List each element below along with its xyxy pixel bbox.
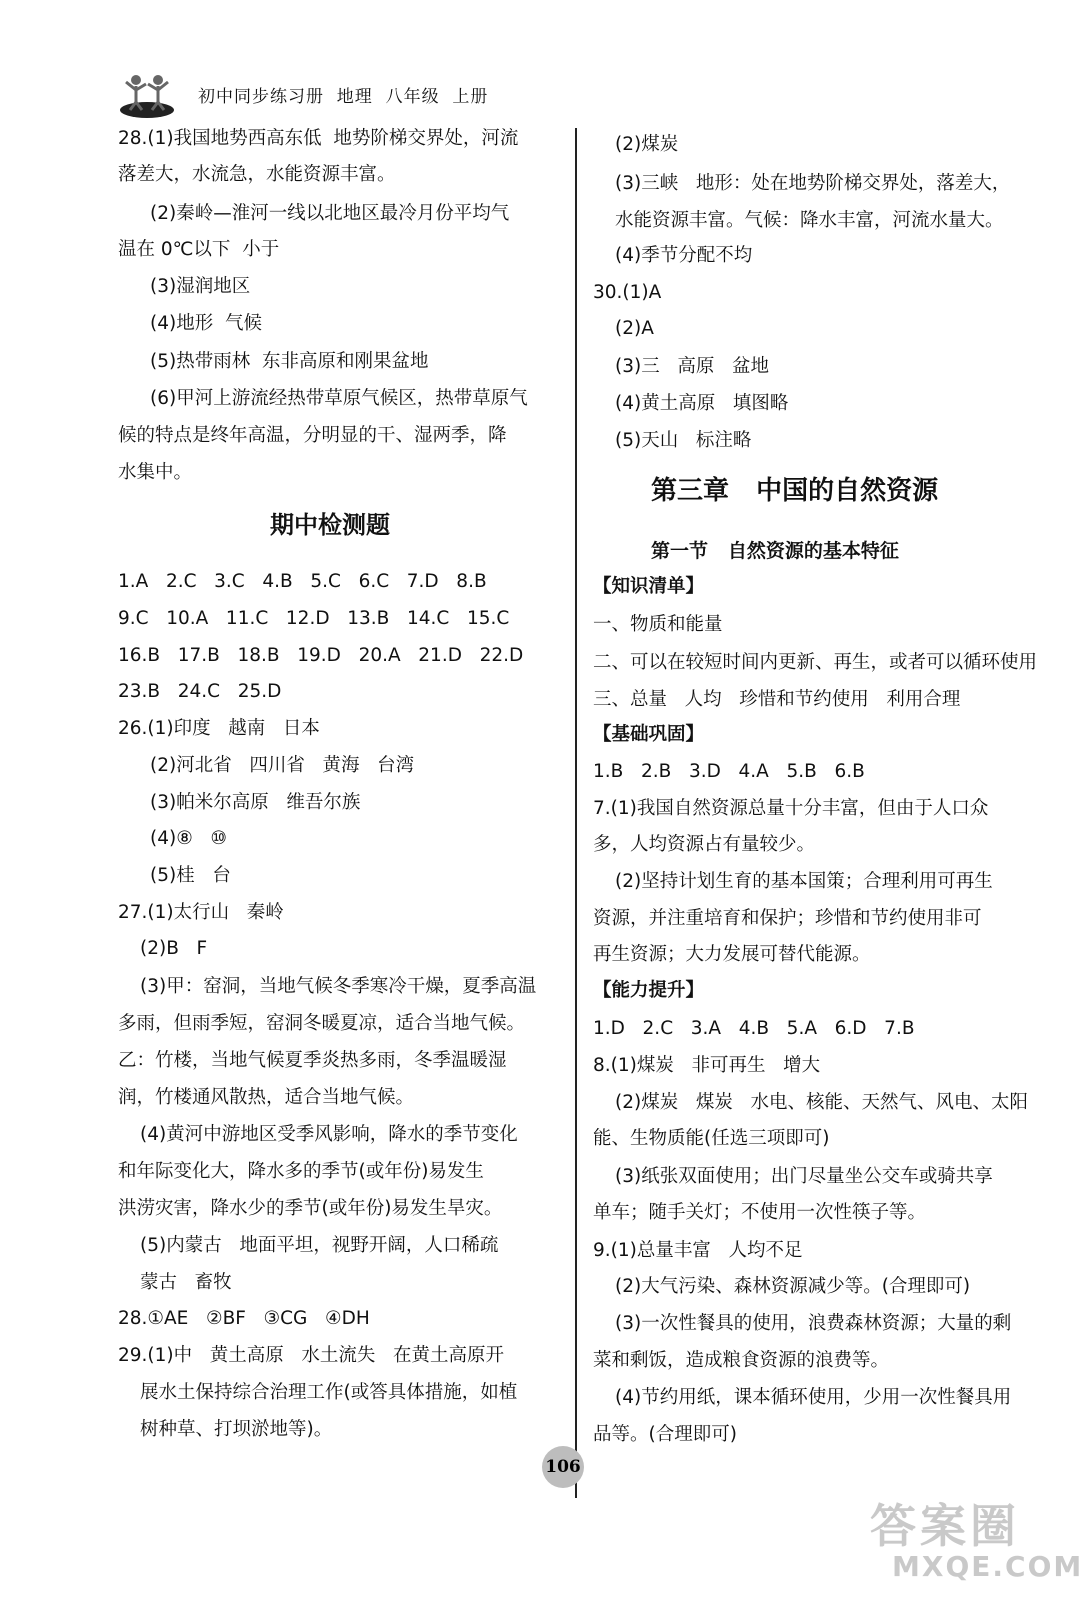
text-line: 资源，并注重培育和保护；珍惜和节约使用非可 xyxy=(593,908,982,929)
text-line: 温在 0℃以下 小于 xyxy=(118,239,280,260)
text-line: 水集中。 xyxy=(118,462,193,483)
text-line: 28.①AE ②BF ③CG ④DH xyxy=(118,1308,370,1329)
text-line: (5)天山 标注略 xyxy=(615,430,752,451)
text-line: 多雨，但雨季短，窑洞冬暖夏凉，适合当地气候。 xyxy=(118,1013,526,1034)
watermark xyxy=(862,1490,1084,1596)
text-line: (3)湿润地区 xyxy=(150,276,251,297)
text-line: 26.(1)印度 越南 日本 xyxy=(118,718,320,739)
text-line: 30.(1)A xyxy=(593,282,662,303)
text-line: 品等。(合理即可) xyxy=(593,1424,737,1445)
text-line: 落差大，水流急，水能资源丰富。 xyxy=(118,164,396,185)
text-line: 1.B 2.B 3.D 4.A 5.B 6.B xyxy=(593,761,865,782)
basics-tag: 【基础巩固】 xyxy=(593,724,705,745)
text-line: (5)内蒙古 地面平坦，视野开阔，人口稀疏 xyxy=(140,1235,499,1256)
page-header xyxy=(118,68,718,128)
page-number: 106 xyxy=(542,1446,584,1488)
column-divider xyxy=(575,128,577,1498)
text-line: (4)地形 气候 xyxy=(150,313,262,334)
text-line: 水能资源丰富。气候：降水丰富，河流水量大。 xyxy=(615,210,1004,231)
text-line: (2)大气污染、森林资源减少等。(合理即可) xyxy=(615,1276,971,1297)
text-line: 展水土保持综合治理工作(或答具体措施，如植 xyxy=(140,1382,518,1403)
text-line: (3)纸张双面使用；出门尽量坐公交车或骑共享 xyxy=(615,1166,993,1187)
section-heading: 第一节 自然资源的基本特征 xyxy=(651,540,899,562)
text-line: (3)三 高原 盆地 xyxy=(615,356,769,377)
watermark-logo-text: 答案圈 xyxy=(870,1499,1020,1553)
text-line: (3)一次性餐具的使用，浪费森林资源；大量的剩 xyxy=(615,1313,1012,1334)
text-line: 一、物质和能量 xyxy=(593,614,723,635)
text-line: 三、总量 人均 珍惜和节约使用 利用合理 xyxy=(593,689,961,710)
text-line: (2)煤炭 煤炭 水电、核能、天然气、风电、太阳 xyxy=(615,1092,1028,1113)
text-line: 16.B 17.B 18.B 19.D 20.A 21.D 22.D xyxy=(118,645,524,666)
chapter-title: 第三章 中国的自然资源 xyxy=(651,476,939,506)
text-line: (4)节约用纸，课本循环使用，少用一次性餐具用 xyxy=(615,1387,1012,1408)
text-line: (5)桂 台 xyxy=(150,865,231,886)
text-line: (4)黄土高原 填图略 xyxy=(615,393,789,414)
text-line: 1.D 2.C 3.A 4.B 5.A 6.D 7.B xyxy=(593,1018,915,1039)
text-line: (2)秦岭—淮河一线以北地区最冷月份平均气 xyxy=(150,203,510,224)
text-line: 1.A 2.C 3.C 4.B 5.C 6.C 7.D 8.B xyxy=(118,571,487,592)
text-line: 28.(1)我国地势西高东低 地势阶梯交界处，河流 xyxy=(118,128,519,149)
section-title: 期中检测题 xyxy=(270,510,390,539)
text-line: 二、可以在较短时间内更新、再生，或者可以循环使用 xyxy=(593,652,1038,673)
text-line: (5)热带雨林 东非高原和刚果盆地 xyxy=(150,351,429,372)
text-line: (4)⑧ ⑩ xyxy=(150,828,228,849)
header-title: 初中同步练习册 地理 八年级 上册 xyxy=(198,87,489,107)
text-line: 候的特点是终年高温，分明显的干、湿两季，降 xyxy=(118,425,507,446)
logo-icon xyxy=(118,68,176,120)
text-line: 9.(1)总量丰富 人均不足 xyxy=(593,1240,803,1261)
text-line: (3)甲：窑洞，当地气候冬季寒冷干燥，夏季高温 xyxy=(140,976,537,997)
text-line: 能、生物质能(任选三项即可) xyxy=(593,1128,830,1149)
text-line: 8.(1)煤炭 非可再生 增大 xyxy=(593,1055,821,1076)
text-line: 27.(1)太行山 秦岭 xyxy=(118,902,284,923)
text-line: (2)河北省 四川省 黄海 台湾 xyxy=(150,755,415,776)
watermark-url: MXQE.COM xyxy=(892,1550,1084,1583)
text-line: 29.(1)中 黄土高原 水土流失 在黄土高原开 xyxy=(118,1345,505,1366)
text-line: 乙：竹楼，当地气候夏季炎热多雨，冬季温暖湿 xyxy=(118,1050,507,1071)
text-line: 9.C 10.A 11.C 12.D 13.B 14.C 15.C xyxy=(118,608,510,629)
text-line: (2)坚持计划生育的基本国策；合理利用可再生 xyxy=(615,871,993,892)
text-line: 润，竹楼通风散热，适合当地气候。 xyxy=(118,1087,415,1108)
text-line: (4)黄河中游地区受季风影响，降水的季节变化 xyxy=(140,1124,518,1145)
text-line: (3)三峡 地形：处在地势阶梯交界处，落差大， xyxy=(615,173,1011,194)
knowledge-list-tag: 【知识清单】 xyxy=(593,576,705,597)
text-line: 和年际变化大，降水多的季节(或年份)易发生 xyxy=(118,1161,484,1182)
text-line: 菜和剩饭，造成粮食资源的浪费等。 xyxy=(593,1350,890,1371)
text-line: 洪涝灾害，降水少的季节(或年份)易发生旱灾。 xyxy=(118,1198,503,1219)
text-line: (2)B F xyxy=(140,938,208,959)
text-line: 蒙古 畜牧 xyxy=(140,1272,232,1293)
text-line: 23.B 24.C 25.D xyxy=(118,681,282,702)
text-line: (6)甲河上游流经热带草原气候区，热带草原气 xyxy=(150,388,528,409)
text-line: 多，人均资源占有量较少。 xyxy=(593,834,816,855)
text-line: (2)A xyxy=(615,318,654,339)
text-line: 树种草、打坝淤地等)。 xyxy=(140,1419,333,1440)
text-line: 7.(1)我国自然资源总量十分丰富，但由于人口众 xyxy=(593,798,989,819)
text-line: (3)帕米尔高原 维吾尔族 xyxy=(150,792,361,813)
text-line: (4)季节分配不均 xyxy=(615,245,753,266)
text-line: 再生资源；大力发展可替代能源。 xyxy=(593,944,871,965)
text-line: (2)煤炭 xyxy=(615,134,679,155)
ability-tag: 【能力提升】 xyxy=(593,980,705,1001)
text-line: 单车；随手关灯；不使用一次性筷子等。 xyxy=(593,1202,927,1223)
